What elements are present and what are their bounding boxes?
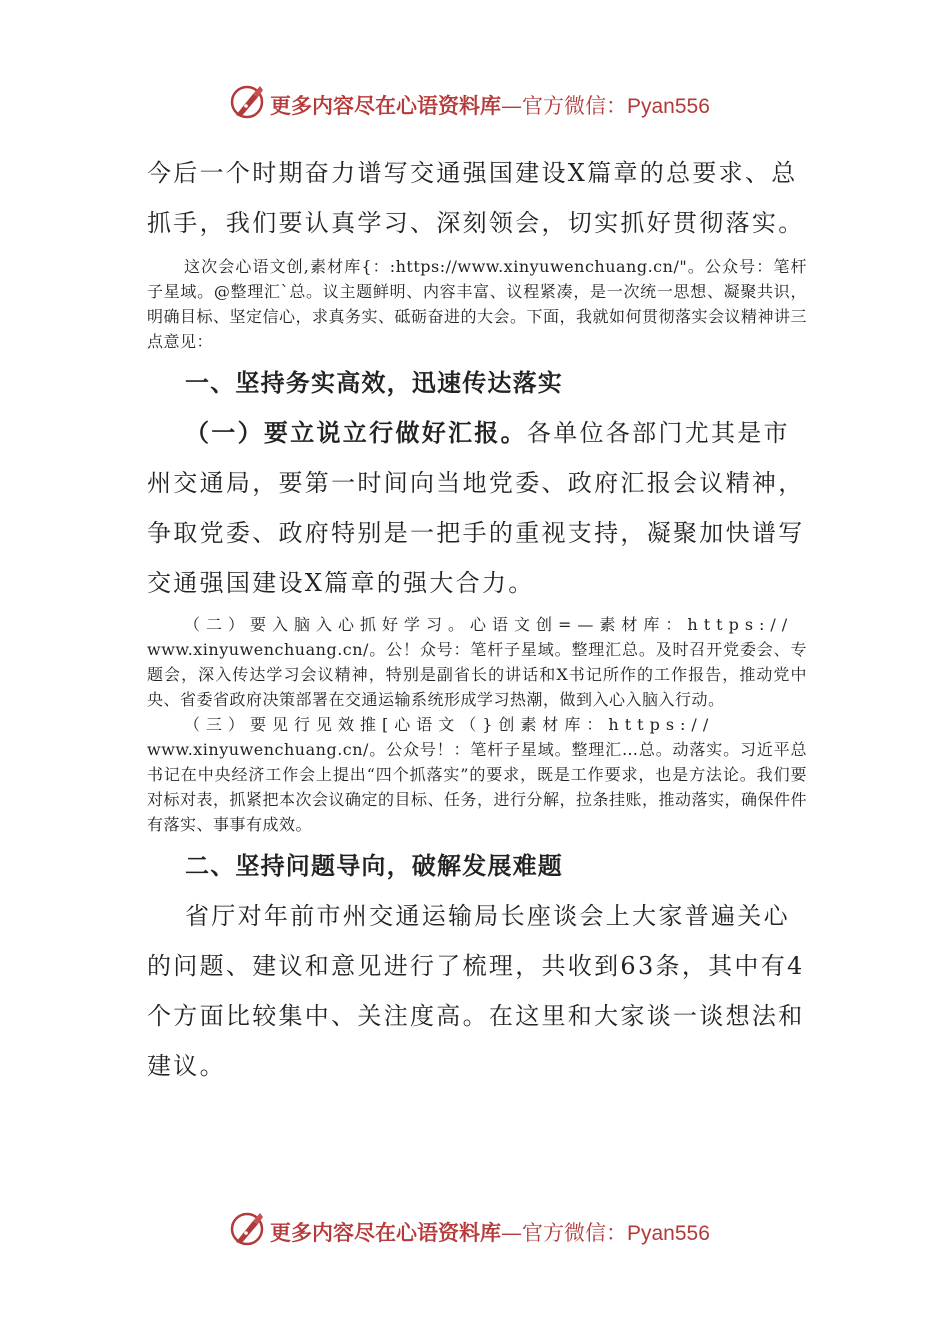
section-heading-2: 二、坚持问题导向，破解发展难题 bbox=[185, 851, 563, 880]
banner-wechat-label: —官方微信： bbox=[501, 94, 627, 118]
paragraph-5-text: www.xinyuwenchuang.cn/。公众号！：笔杆子星域。整理汇…总。动落实。习近平总书记在中央经济工作会上提出“四个抓落实”的要求，既是工作要求，也是方法论。我们要对标对表，抓紧把本次会议确定的目标、任务，进行分解，拉条挂账，推动落实，确保件件有落实、事事有成效。 bbox=[147, 740, 808, 834]
paragraph-3 bbox=[147, 408, 807, 608]
pen-nib-icon bbox=[227, 82, 267, 122]
banner-wechat-id: Pyan556 bbox=[627, 1222, 710, 1245]
paragraph-4-head: （二）要入脑入心抓好学习。心语文创=—素材库：https:// bbox=[184, 615, 794, 634]
banner-brand: 更多内容尽在心语资料库 bbox=[270, 1220, 501, 1245]
paragraph-1: 今后一个时期奋力谱写交通强国建设X篇章的总要求、总抓手，我们要认真学习、深刻领会，切实抓好贯彻落实。 bbox=[147, 159, 805, 237]
banner-text bbox=[270, 1217, 710, 1247]
banner-text bbox=[270, 90, 710, 120]
footer-watermark-banner bbox=[0, 1207, 950, 1257]
pen-nib-icon bbox=[227, 1209, 267, 1249]
section-heading-1: 一、坚持务实高效，迅速传达落实 bbox=[185, 368, 563, 397]
header-watermark-banner bbox=[0, 80, 950, 130]
banner-wechat-id: Pyan556 bbox=[627, 95, 710, 118]
paragraph-6: 省厅对年前市州交通运输局长座谈会上大家普遍关心的问题、建议和意见进行了梳理，共收到63条，其中有4个方面比较集中、关注度高。在这里和大家谈一谈想法和建议。 bbox=[147, 902, 805, 1080]
paragraph-3-text: 各单位各部门尤其是市州交通局，要第一时间向当地党委、政府汇报会议精神，争取党委、政府特别是一把手的重视支持，凝聚加快谱写交通强国建设X篇章的强大合力。 bbox=[147, 419, 805, 597]
banner-wechat-label: —官方微信： bbox=[501, 1221, 627, 1245]
paragraph-2: 这次会心语文创,素材库{：:https://www.xinyuwenchuang.cn/"。公众号：笔杆子星域。@整理汇`总。议主题鲜明、内容丰富、议程紧凑，是一次统一思想、凝聚共识，明确目标、坚定信心，求真务实、砥砺奋进的大会。下面，我就如何贯彻落实会议精神讲三点意见： bbox=[147, 257, 808, 351]
document-body bbox=[147, 148, 807, 1091]
paragraph-3-lead: （一）要立说立行做好汇报。 bbox=[185, 418, 527, 447]
banner-brand: 更多内容尽在心语资料库 bbox=[270, 93, 501, 118]
paragraph-4-text: www.xinyuwenchuang.cn/。公！众号：笔杆子星域。整理汇总。及时召开党委会、专题会，深入传达学习会议精神，特别是副省长的讲话和X书记所作的工作报告，推动党中央、省委省政府决策部署在交通运输系统形成学习热潮，做到入心入脑入行动。 bbox=[147, 640, 807, 709]
paragraph-5-head: （三）要见行见效推[心语文（}创素材库：https:// bbox=[184, 715, 715, 734]
